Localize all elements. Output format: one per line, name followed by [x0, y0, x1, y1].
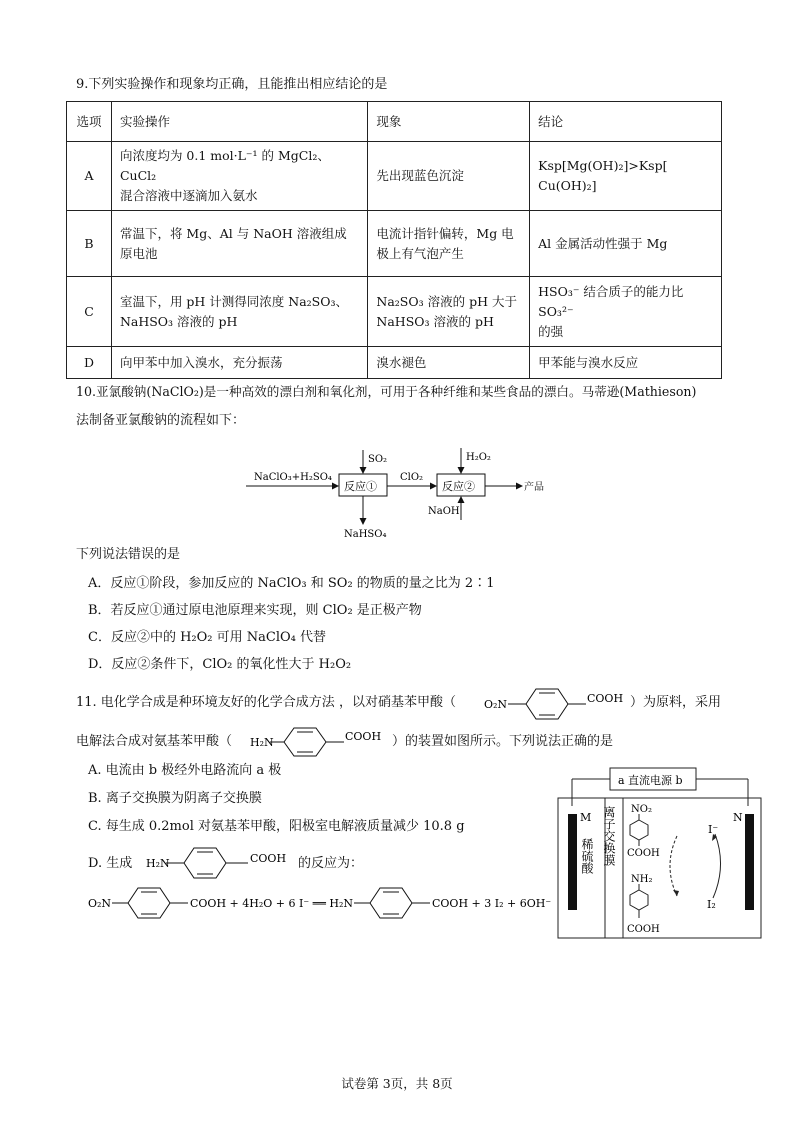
table-header-row	[67, 102, 722, 142]
svg-text:COOH: COOH	[345, 730, 382, 743]
svg-text:COOH: COOH	[587, 692, 624, 705]
svg-text:M: M	[580, 811, 592, 824]
row-operation: 室温下，用 pH 计测得同浓度 Na₂SO₃、 NaHSO₃ 溶液的 pH	[111, 277, 367, 347]
row-option: D	[67, 347, 112, 379]
q10-option-a: A．反应①阶段，参加反应的 NaClO₃ 和 SO₂ 的物质的量之比为 2∶1	[88, 576, 495, 591]
flow-reaction2: 反应②	[442, 480, 475, 493]
q10-stem-line1: 10.亚氯酸钠(NaClO₂)是一种高效的漂白剂和氧化剂，可用于各种纤维和某些食品的漂白。马蒂逊(Mathieson)	[76, 384, 697, 399]
flow-reaction1: 反应①	[344, 480, 377, 493]
row-option: A	[67, 142, 112, 211]
row-conclusion: Al 金属活动性强于 Mg	[530, 211, 722, 277]
svg-text:NH₂: NH₂	[631, 874, 653, 885]
q10-flow-diagram	[240, 442, 560, 542]
row-operation: 常温下，将 Mg、Al 与 NaOH 溶液组成 原电池	[111, 211, 367, 277]
q9-stem: 9.下列实验操作和现象均正确，且能推出相应结论的是	[76, 77, 388, 92]
header-operation: 实验操作	[111, 102, 367, 142]
equation-middle: COOH + 4H₂O + 6 I⁻ ══ H₂N	[190, 897, 353, 910]
row-option: B	[67, 211, 112, 277]
svg-text:O₂N: O₂N	[484, 698, 508, 711]
q9-table	[66, 101, 722, 379]
flow-h2o2: H₂O₂	[466, 452, 491, 463]
q11-option-d-label: D. 生成	[88, 856, 133, 871]
option-d-product-structure	[144, 842, 294, 882]
power-supply-label: a 直流电源 b	[618, 774, 683, 787]
electrode-m	[568, 814, 577, 910]
page-footer: 试卷第 3页，共 8页	[341, 1076, 453, 1091]
table-row	[67, 211, 722, 277]
electrode-n	[745, 814, 754, 910]
svg-text:I⁻: I⁻	[708, 823, 719, 836]
q11-stem-line2a: 电解法合成对氨基苯甲酸（	[76, 734, 233, 749]
flow-product: 产品	[524, 482, 544, 493]
q11-option-b: B. 离子交换膜为阴离子交换膜	[88, 791, 262, 806]
svg-text:COOH: COOH	[627, 848, 660, 859]
row-conclusion: HSO₃⁻ 结合质子的能力比 SO₃²⁻ 的强	[530, 277, 722, 347]
svg-text:O₂N: O₂N	[88, 897, 112, 910]
q11-option-d-tail: 的反应为：	[298, 856, 364, 871]
header-phenomenon: 现象	[368, 102, 530, 142]
svg-text:COOH: COOH	[250, 852, 287, 865]
q11-stem-line1b: ）为原料，采用	[630, 695, 722, 710]
q10-ask: 下列说法错误的是	[76, 547, 181, 562]
p-aminobenzoic-acid-structure	[248, 724, 388, 760]
header-option: 选项	[67, 102, 112, 142]
ion-exchange-membrane-label: 离子交换膜	[602, 806, 616, 866]
q11-stem-line1a: 11. 电化学合成是种环境友好的化学合成方法 ，以对硝基苯甲酸（	[76, 695, 456, 710]
table-row	[67, 277, 722, 347]
flow-input: NaClO₃+H₂SO₄	[254, 472, 332, 483]
row-phenomenon: Na₂SO₃ 溶液的 pH 大于 NaHSO₃ 溶液的 pH	[368, 277, 530, 347]
flow-naoh: NaOH	[428, 506, 460, 517]
row-operation: 向甲苯中加入溴水，充分振荡	[111, 347, 367, 379]
table-row	[67, 347, 722, 379]
table-row	[67, 142, 722, 211]
header-conclusion: 结论	[530, 102, 722, 142]
row-phenomenon: 溴水褪色	[368, 347, 530, 379]
option-d-equation	[86, 882, 556, 924]
q11-option-a: A. 电流由 b 极经外电路流向 a 极	[88, 763, 282, 778]
flow-so2: SO₂	[368, 454, 388, 465]
row-operation: 向浓度均为 0.1 mol·L⁻¹ 的 MgCl₂、CuCl₂ 混合溶液中逐滴加入氨水	[111, 142, 367, 211]
q10-option-c: C．反应②中的 H₂O₂ 可用 NaClO₄ 代替	[88, 630, 326, 645]
svg-text:N: N	[733, 811, 743, 824]
q10-option-d: D．反应②条件下，ClO₂ 的氧化性大于 H₂O₂	[88, 657, 352, 672]
svg-text:I₂: I₂	[707, 898, 716, 911]
row-option: C	[67, 277, 112, 347]
row-conclusion: Ksp[Mg(OH)₂]>Ksp[ Cu(OH)₂]	[530, 142, 722, 211]
q11-option-c: C. 每生成 0.2mol 对氨基苯甲酸，阳极室电解液质量减少 10.8 g	[88, 819, 465, 834]
flow-clo2: ClO₂	[400, 472, 424, 483]
svg-text:NO₂: NO₂	[631, 804, 652, 815]
dilute-sulfuric-acid-label: 稀硫酸	[580, 838, 594, 874]
flow-nahso4: NaHSO₄	[344, 529, 387, 540]
equation-tail: COOH + 3 I₂ + 6OH⁻	[432, 897, 552, 910]
q11-stem-line2b: ）的装置如图所示。下列说法正确的是	[392, 734, 614, 749]
p-nitrobenzoic-acid-structure	[482, 684, 632, 722]
svg-text:H₂N: H₂N	[146, 857, 170, 870]
q10-stem-line2: 法制备亚氯酸钠的流程如下：	[76, 413, 246, 428]
svg-text:H₂N: H₂N	[250, 736, 274, 749]
svg-text:COOH: COOH	[627, 924, 660, 935]
row-phenomenon: 电流计指针偏转，Mg 电 极上有气泡产生	[368, 211, 530, 277]
row-conclusion: 甲苯能与溴水反应	[530, 347, 722, 379]
q10-option-b: B．若反应①通过原电池原理来实现，则 ClO₂ 是正极产物	[88, 603, 422, 618]
electrolysis-apparatus	[555, 766, 765, 942]
row-phenomenon: 先出现蓝色沉淀	[368, 142, 530, 211]
